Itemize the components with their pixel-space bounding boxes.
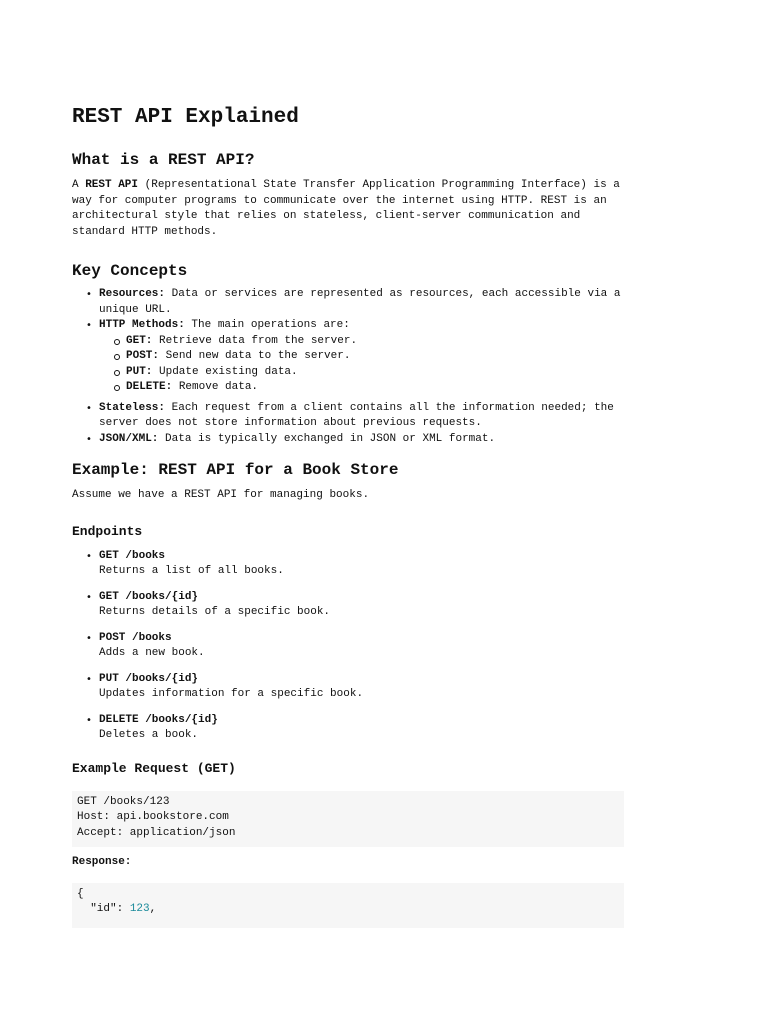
endpoint-route: POST /books — [99, 631, 172, 644]
sub-list-item — [99, 365, 624, 381]
term: PUT: — [126, 365, 153, 378]
term: GET: — [126, 334, 153, 347]
description: Retrieve data from the server. — [152, 334, 358, 347]
code-line: Host: api.bookstore.com — [77, 811, 229, 823]
endpoint-route: PUT /books/{id} — [99, 672, 199, 685]
endpoint-route: GET /books — [99, 549, 166, 562]
intro-text: (Representational State Transfer Application Programming Interface) is a way for computer programs to communicate over the internet using HTTP. REST is an architectural style that relies on stateless, client-server communication and standard HTTP methods. — [72, 179, 620, 238]
sub-list-item — [99, 349, 624, 365]
endpoint-item — [72, 672, 624, 703]
endpoint-description: Adds a new book. — [99, 647, 205, 659]
endpoint-item — [72, 590, 624, 621]
assume-paragraph: Assume we have a REST API for managing books. — [72, 489, 370, 501]
code-line: GET /books/123 — [77, 795, 170, 808]
list-item — [72, 287, 624, 318]
term: DELETE: — [126, 381, 173, 393]
term: Stateless: — [99, 401, 166, 414]
description: Each request from a client contains all the information needed; the server does not store information about previous requests. — [99, 401, 614, 429]
endpoint-item — [72, 713, 624, 744]
request-code-block — [72, 791, 624, 847]
endpoint-item — [72, 631, 624, 662]
list-item — [72, 401, 624, 432]
http-methods-sublist — [99, 334, 624, 396]
description: Data is typically exchanged in JSON or XML format. — [158, 432, 496, 445]
endpoints-list — [72, 549, 624, 744]
heading-example-request: Example Request (GET) — [72, 760, 236, 776]
sub-list-item — [99, 380, 624, 396]
json-key: "id": — [77, 903, 130, 915]
endpoint-route: DELETE /books/{id} — [99, 713, 218, 726]
list-item — [72, 432, 624, 448]
term: HTTP Methods: — [99, 319, 185, 331]
endpoint-description: Returns details of a specific book. — [99, 606, 331, 618]
list-item — [72, 318, 624, 396]
code-line: { — [77, 887, 84, 900]
intro-paragraph — [72, 178, 624, 240]
response-code-block — [72, 883, 624, 928]
document — [72, 104, 624, 928]
endpoint-item — [72, 549, 624, 580]
concepts-list — [72, 287, 624, 447]
json-comma: , — [149, 903, 157, 915]
term: Resources: — [99, 288, 166, 300]
heading-key-concepts: Key Concepts — [72, 262, 188, 280]
code-line: Accept: application/json — [77, 826, 236, 839]
intro-bold-term: REST API — [85, 179, 139, 191]
endpoint-description: Updates information for a specific book. — [99, 688, 364, 700]
endpoint-route: GET /books/{id} — [99, 590, 199, 603]
description: Send new data to the server. — [159, 350, 351, 362]
description: Update existing data. — [152, 365, 298, 378]
response-label: Response: — [72, 855, 132, 868]
description: Data or services are represented as resources, each accessible via a unique URL. — [99, 288, 621, 316]
description: Remove data. — [172, 381, 259, 393]
endpoint-description: Deletes a book. — [99, 729, 199, 741]
term: POST: — [126, 350, 160, 362]
term: JSON/XML: — [99, 432, 159, 445]
page-title: REST API Explained — [72, 106, 299, 129]
sub-list-item — [99, 334, 624, 350]
endpoint-description: Returns a list of all books. — [99, 565, 284, 577]
json-number-value: 123 — [129, 903, 150, 915]
heading-endpoints: Endpoints — [72, 523, 143, 539]
heading-example: Example: REST API for a Book Store — [72, 461, 399, 479]
description: The main operations are: — [184, 319, 350, 331]
intro-prefix: A — [72, 179, 86, 191]
heading-what-is-rest: What is a REST API? — [72, 151, 255, 169]
